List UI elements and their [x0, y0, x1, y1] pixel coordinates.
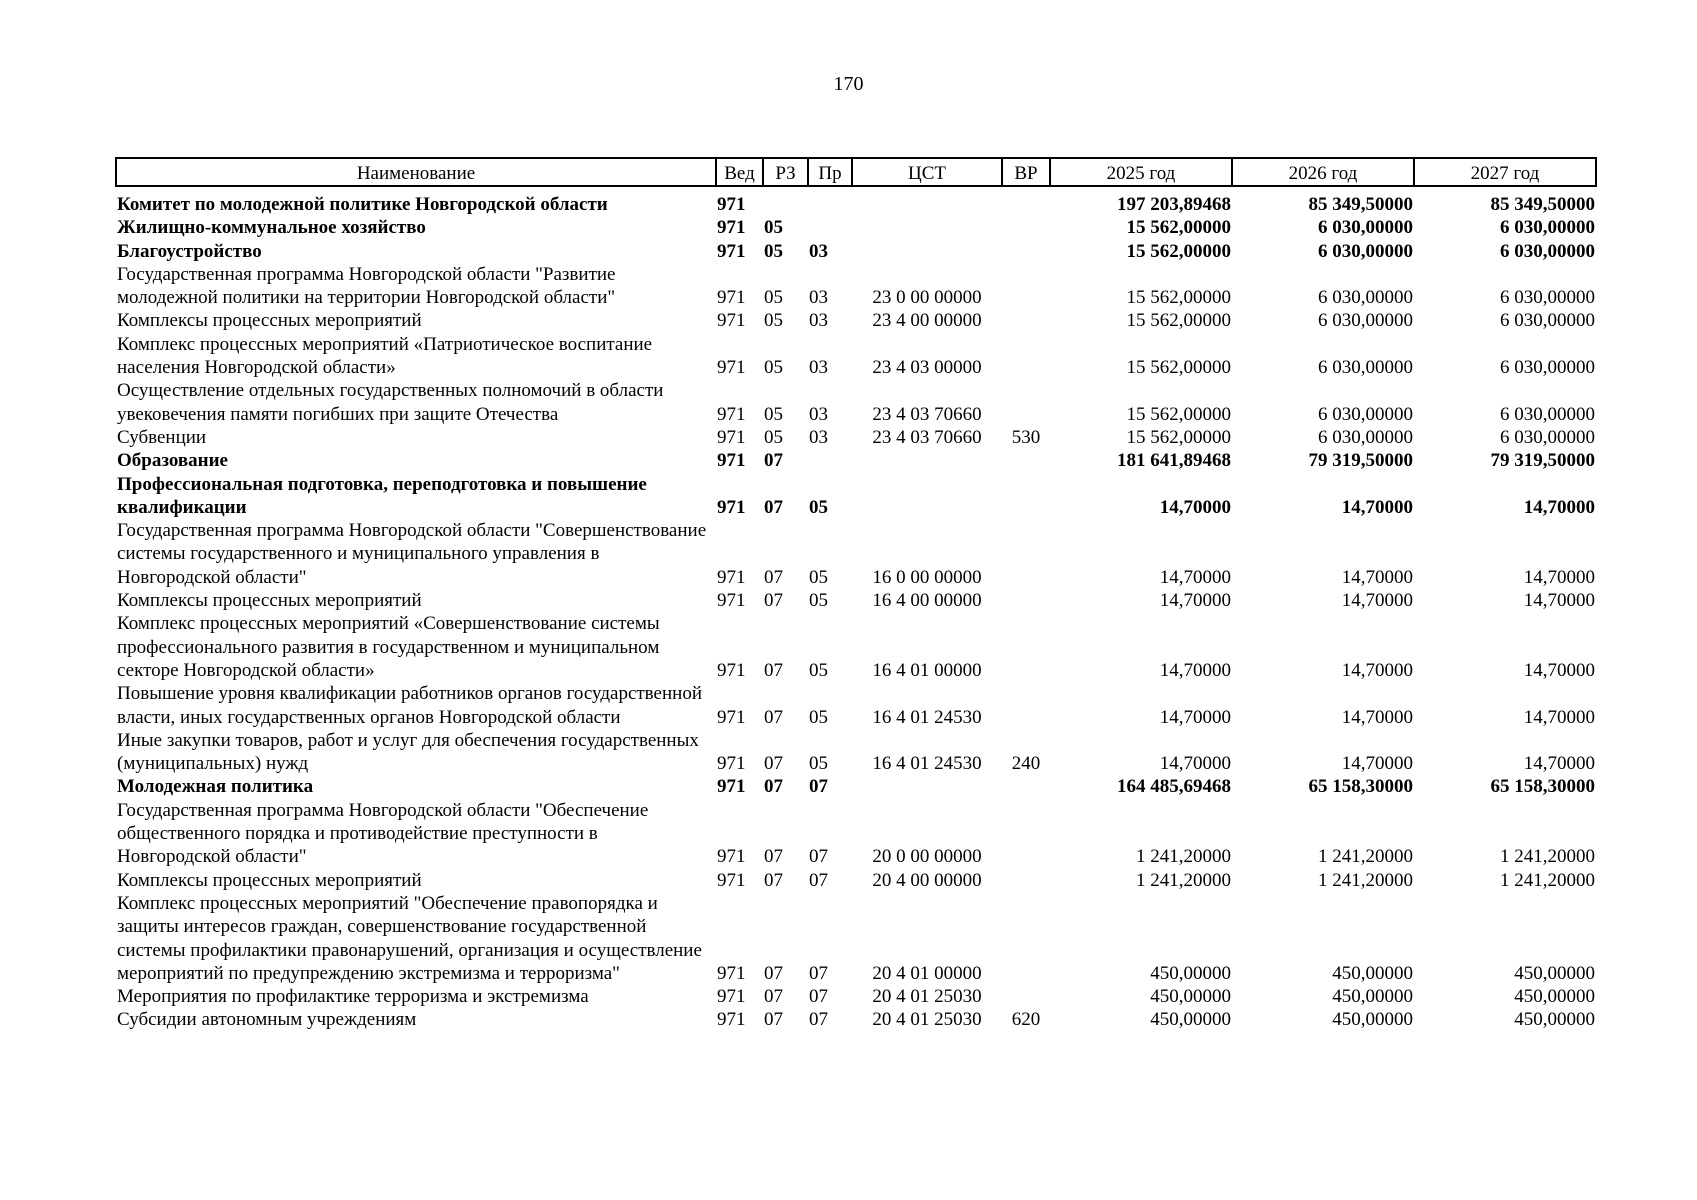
cell-vr — [1002, 589, 1050, 612]
cell-y2027: 1 241,20000 — [1500, 846, 1595, 868]
cell-y2026: 65 158,30000 — [1308, 776, 1413, 798]
cell-vr — [1002, 216, 1050, 239]
cell-rz: 07 — [764, 450, 783, 472]
cell-vr — [1002, 775, 1050, 798]
cell-pr: 03 — [809, 357, 828, 379]
cell-y2025: 1 241,20000 — [1136, 869, 1231, 891]
cell-y2027: 450,00000 — [1514, 1009, 1595, 1031]
table-row — [116, 892, 1596, 985]
cell-pr: 07 — [809, 962, 828, 984]
table-row — [116, 449, 1596, 472]
cell-y2027: 450,00000 — [1514, 986, 1595, 1008]
cell-y2025: 15 562,00000 — [1126, 217, 1231, 239]
cell-y2026: 14,70000 — [1341, 566, 1413, 588]
cell-vr — [1002, 892, 1050, 985]
cell-ved: 971 — [717, 357, 746, 379]
cell-rz: 05 — [764, 217, 783, 239]
cell-name: Комплекс процессных мероприятий «Патриотическое воспитание населения Новгородской области» — [117, 333, 653, 379]
cell-name: Комплексы процессных мероприятий — [117, 310, 422, 332]
header-cst: ЦСТ — [852, 158, 1002, 186]
cell-rz: 05 — [764, 357, 783, 379]
cell-pr: 05 — [809, 566, 828, 588]
cell-rz: 07 — [764, 986, 783, 1008]
cell-y2027: 6 030,00000 — [1500, 310, 1595, 332]
cell-vr: 620 — [1011, 1009, 1041, 1031]
cell-rz: 07 — [764, 659, 783, 681]
cell-y2025: 14,70000 — [1159, 566, 1231, 588]
cell-ved: 971 — [717, 450, 746, 472]
cell-rz: 07 — [764, 566, 783, 588]
cell-name: Повышение уровня квалификации работников органов государственной власти, иных государственных органов Новгородской области — [117, 683, 702, 728]
header-name: Наименование — [116, 158, 716, 186]
cell-y2027: 79 319,50000 — [1490, 450, 1595, 472]
cell-rz: 05 — [764, 287, 783, 309]
cell-y2026: 14,70000 — [1341, 496, 1413, 518]
cell-y2027: 1 241,20000 — [1500, 869, 1595, 891]
cell-cst: 20 0 00 00000 — [872, 846, 982, 868]
cell-y2026: 14,70000 — [1341, 590, 1413, 612]
cell-pr: 03 — [809, 426, 828, 448]
cell-pr: 05 — [809, 496, 828, 518]
cell-y2026: 79 319,50000 — [1308, 450, 1413, 472]
cell-ved: 971 — [717, 706, 746, 728]
table-row — [116, 1008, 1596, 1031]
table-row — [116, 426, 1596, 449]
cell-y2025: 450,00000 — [1150, 986, 1231, 1008]
cell-ved: 971 — [717, 986, 746, 1008]
cell-y2027: 14,70000 — [1523, 659, 1595, 681]
cell-ved: 971 — [717, 426, 746, 448]
cell-y2027: 14,70000 — [1523, 566, 1595, 588]
cell-name: Жилищно-коммунальное хозяйство — [117, 217, 426, 239]
table-row — [116, 186, 1596, 216]
cell-name: Государственная программа Новгородской области "Совершенствование системы государственного и муниципального управления в Новгородской области" — [117, 520, 707, 588]
cell-name: Субсидии автономным учреждениям — [117, 1009, 417, 1031]
cell-pr: 03 — [809, 403, 828, 425]
cell-ved: 971 — [717, 753, 746, 775]
cell-cst: 16 4 01 00000 — [872, 659, 982, 681]
cell-y2027: 14,70000 — [1523, 753, 1595, 775]
cell-pr — [808, 449, 852, 472]
cell-y2026: 14,70000 — [1341, 706, 1413, 728]
cell-ved: 971 — [717, 217, 746, 239]
cell-y2027: 85 349,50000 — [1490, 194, 1595, 215]
cell-name: Мероприятия по профилактике терроризма и экстремизма — [117, 986, 589, 1008]
cell-vr — [1002, 985, 1050, 1008]
cell-vr — [1002, 869, 1050, 892]
cell-y2027: 65 158,30000 — [1490, 776, 1595, 798]
cell-y2025: 15 562,00000 — [1126, 403, 1231, 425]
table-row — [116, 985, 1596, 1008]
cell-vr — [1002, 449, 1050, 472]
cell-rz: 07 — [764, 706, 783, 728]
table-row — [116, 869, 1596, 892]
header-2025: 2025 год — [1050, 158, 1232, 186]
cell-y2026: 450,00000 — [1332, 962, 1413, 984]
cell-ved: 971 — [717, 496, 746, 518]
cell-pr: 07 — [809, 1009, 828, 1031]
cell-rz: 05 — [764, 240, 783, 262]
cell-name: Образование — [117, 450, 228, 472]
cell-cst: 23 4 03 70660 — [872, 403, 982, 425]
cell-ved: 971 — [717, 403, 746, 425]
cell-pr: 07 — [809, 846, 828, 868]
table-row — [116, 589, 1596, 612]
cell-y2026: 14,70000 — [1341, 659, 1413, 681]
cell-cst: 23 4 03 00000 — [872, 357, 982, 379]
header-rz: РЗ — [763, 158, 808, 186]
cell-pr: 07 — [809, 986, 828, 1008]
cell-ved: 971 — [717, 962, 746, 984]
cell-y2027: 6 030,00000 — [1500, 357, 1595, 379]
table-row — [116, 612, 1596, 682]
cell-rz: 07 — [764, 590, 783, 612]
table-row — [116, 309, 1596, 332]
cell-y2026: 6 030,00000 — [1318, 357, 1413, 379]
cell-pr: 05 — [809, 590, 828, 612]
cell-y2026: 6 030,00000 — [1318, 426, 1413, 448]
cell-y2025: 181 641,89468 — [1117, 450, 1231, 472]
cell-name: Профессиональная подготовка, переподготовка и повышение квалификации — [117, 473, 647, 518]
cell-cst: 23 4 03 70660 — [872, 426, 982, 448]
cell-pr: 03 — [809, 310, 828, 332]
cell-rz: 07 — [764, 496, 783, 518]
cell-y2025: 450,00000 — [1150, 1009, 1231, 1031]
cell-vr — [1002, 799, 1050, 869]
cell-name: Государственная программа Новгородской области "Обеспечение общественного порядка и противодействие преступности в Новгородской области" — [117, 799, 649, 868]
cell-cst: 20 4 01 25030 — [872, 1009, 982, 1031]
cell-y2026: 14,70000 — [1341, 753, 1413, 775]
page-number: 170 — [833, 73, 864, 95]
cell-y2025: 1 241,20000 — [1136, 846, 1231, 868]
cell-y2025: 450,00000 — [1150, 962, 1231, 984]
table-body — [116, 186, 1596, 1032]
table-row — [116, 473, 1596, 520]
cell-y2027: 450,00000 — [1514, 962, 1595, 984]
cell-ved: 971 — [717, 240, 746, 262]
cell-vr — [1002, 309, 1050, 332]
cell-y2025: 164 485,69468 — [1117, 776, 1231, 798]
cell-ved: 971 — [717, 869, 746, 891]
cell-cst: 20 4 01 25030 — [872, 986, 982, 1008]
cell-vr — [1002, 379, 1050, 426]
cell-y2027: 14,70000 — [1523, 496, 1595, 518]
cell-y2025: 14,70000 — [1159, 590, 1231, 612]
cell-cst: 23 4 00 00000 — [872, 310, 982, 332]
cell-y2026: 1 241,20000 — [1318, 846, 1413, 868]
cell-y2027: 6 030,00000 — [1500, 426, 1595, 448]
cell-vr — [1002, 682, 1050, 729]
table-row — [116, 216, 1596, 239]
cell-y2025: 14,70000 — [1159, 659, 1231, 681]
cell-y2025: 15 562,00000 — [1126, 240, 1231, 262]
cell-ved: 971 — [717, 776, 746, 798]
cell-y2026: 1 241,20000 — [1318, 869, 1413, 891]
cell-name: Комплексы процессных мероприятий — [117, 590, 422, 612]
cell-cst: 16 4 01 24530 — [872, 753, 982, 775]
cell-pr: 07 — [809, 869, 828, 891]
cell-y2027: 6 030,00000 — [1500, 287, 1595, 309]
cell-y2025: 14,70000 — [1159, 706, 1231, 728]
cell-rz: 07 — [764, 753, 783, 775]
cell-rz: 05 — [764, 426, 783, 448]
header-vr: ВР — [1002, 158, 1050, 186]
cell-vr: 530 — [1011, 426, 1041, 448]
table-header — [116, 158, 1596, 186]
cell-cst — [852, 240, 1002, 263]
cell-name: Осуществление отдельных государственных полномочий в области увековечения памяти погибших при защите Отечества — [117, 380, 664, 425]
cell-name: Комплексы процессных мероприятий — [117, 869, 422, 891]
cell-cst: 23 0 00 00000 — [872, 287, 982, 309]
cell-cst — [852, 449, 1002, 472]
cell-y2026: 6 030,00000 — [1318, 240, 1413, 262]
cell-ved: 971 — [717, 566, 746, 588]
cell-vr — [1002, 240, 1050, 263]
cell-cst — [852, 473, 1002, 520]
cell-cst — [852, 216, 1002, 239]
cell-cst: 16 4 00 00000 — [872, 590, 982, 612]
cell-rz — [763, 186, 808, 216]
cell-pr: 03 — [809, 240, 828, 262]
cell-ved: 971 — [717, 287, 746, 309]
cell-name: Комплекс процессных мероприятий "Обеспечение правопорядка и защиты интересов граждан, совершенствование государственной системы профилактики правонарушений, организация и осуществление мероприятий по предупреждению экстремизма и терроризма" — [117, 892, 702, 984]
cell-name: Субвенции — [117, 426, 207, 448]
table-row — [116, 682, 1596, 729]
cell-vr — [1002, 186, 1050, 216]
cell-name: Молодежная политика — [117, 776, 314, 798]
cell-cst: 16 4 01 24530 — [872, 706, 982, 728]
cell-y2025: 15 562,00000 — [1126, 426, 1231, 448]
cell-vr — [1002, 263, 1050, 310]
cell-name: Комитет по молодежной политике Новгородской области — [117, 194, 608, 215]
cell-vr: 240 — [1011, 753, 1041, 775]
cell-name: Благоустройство — [117, 240, 262, 262]
cell-rz: 07 — [764, 776, 783, 798]
header-pr: Пр — [808, 158, 852, 186]
cell-y2026: 6 030,00000 — [1318, 403, 1413, 425]
table-row — [116, 263, 1596, 310]
table-row — [116, 775, 1596, 798]
cell-rz: 07 — [764, 962, 783, 984]
cell-name: Иные закупки товаров, работ и услуг для обеспечения государственных (муниципальных) нужд — [117, 729, 699, 775]
cell-y2027: 6 030,00000 — [1500, 217, 1595, 239]
cell-name: Государственная программа Новгородской области "Развитие молодежной политики на территории Новгородской области" — [117, 263, 616, 309]
cell-ved: 971 — [717, 590, 746, 612]
cell-y2026: 6 030,00000 — [1318, 287, 1413, 309]
cell-ved: 971 — [717, 310, 746, 332]
cell-y2026: 450,00000 — [1332, 1009, 1413, 1031]
table-row — [116, 379, 1596, 426]
cell-pr: 05 — [809, 706, 828, 728]
cell-y2025: 15 562,00000 — [1126, 357, 1231, 379]
cell-y2025: 14,70000 — [1159, 753, 1231, 775]
header-2027: 2027 год — [1414, 158, 1596, 186]
table-row — [116, 799, 1596, 869]
cell-vr — [1002, 519, 1050, 589]
cell-vr — [1002, 612, 1050, 682]
budget-table — [115, 157, 1597, 1032]
cell-rz: 05 — [764, 403, 783, 425]
cell-y2025: 15 562,00000 — [1126, 287, 1231, 309]
cell-pr: 05 — [809, 659, 828, 681]
cell-pr: 05 — [809, 753, 828, 775]
cell-cst: 20 4 00 00000 — [872, 869, 982, 891]
cell-y2025: 14,70000 — [1159, 496, 1231, 518]
cell-y2026: 85 349,50000 — [1308, 194, 1413, 215]
cell-cst: 20 4 01 00000 — [872, 962, 982, 984]
cell-cst — [852, 775, 1002, 798]
table-row — [116, 333, 1596, 380]
cell-y2027: 14,70000 — [1523, 706, 1595, 728]
table-row — [116, 729, 1596, 776]
cell-pr — [808, 216, 852, 239]
header-ved: Вед — [716, 158, 763, 186]
cell-y2027: 6 030,00000 — [1500, 240, 1595, 262]
cell-pr: 03 — [809, 287, 828, 309]
cell-ved: 971 — [717, 194, 746, 215]
table-row — [116, 519, 1596, 589]
cell-ved: 971 — [717, 846, 746, 868]
cell-rz: 07 — [764, 846, 783, 868]
cell-y2026: 6 030,00000 — [1318, 217, 1413, 239]
cell-y2026: 6 030,00000 — [1318, 310, 1413, 332]
cell-y2025: 197 203,89468 — [1117, 194, 1231, 215]
cell-cst — [852, 186, 1002, 216]
cell-cst: 16 0 00 00000 — [872, 566, 982, 588]
cell-vr — [1002, 333, 1050, 380]
cell-rz: 05 — [764, 310, 783, 332]
cell-ved: 971 — [717, 659, 746, 681]
cell-y2026: 450,00000 — [1332, 986, 1413, 1008]
cell-vr — [1002, 473, 1050, 520]
cell-y2027: 6 030,00000 — [1500, 403, 1595, 425]
cell-name: Комплекс процессных мероприятий «Совершенствование системы профессионального развития в государственном и муниципальном секторе Новгородской области» — [117, 613, 660, 681]
cell-y2027: 14,70000 — [1523, 590, 1595, 612]
cell-pr — [808, 186, 852, 216]
cell-ved: 971 — [717, 1009, 746, 1031]
cell-y2025: 15 562,00000 — [1126, 310, 1231, 332]
table-row — [116, 240, 1596, 263]
header-2026: 2026 год — [1232, 158, 1414, 186]
cell-rz: 07 — [764, 1009, 783, 1031]
cell-pr: 07 — [809, 776, 828, 798]
cell-rz: 07 — [764, 869, 783, 891]
